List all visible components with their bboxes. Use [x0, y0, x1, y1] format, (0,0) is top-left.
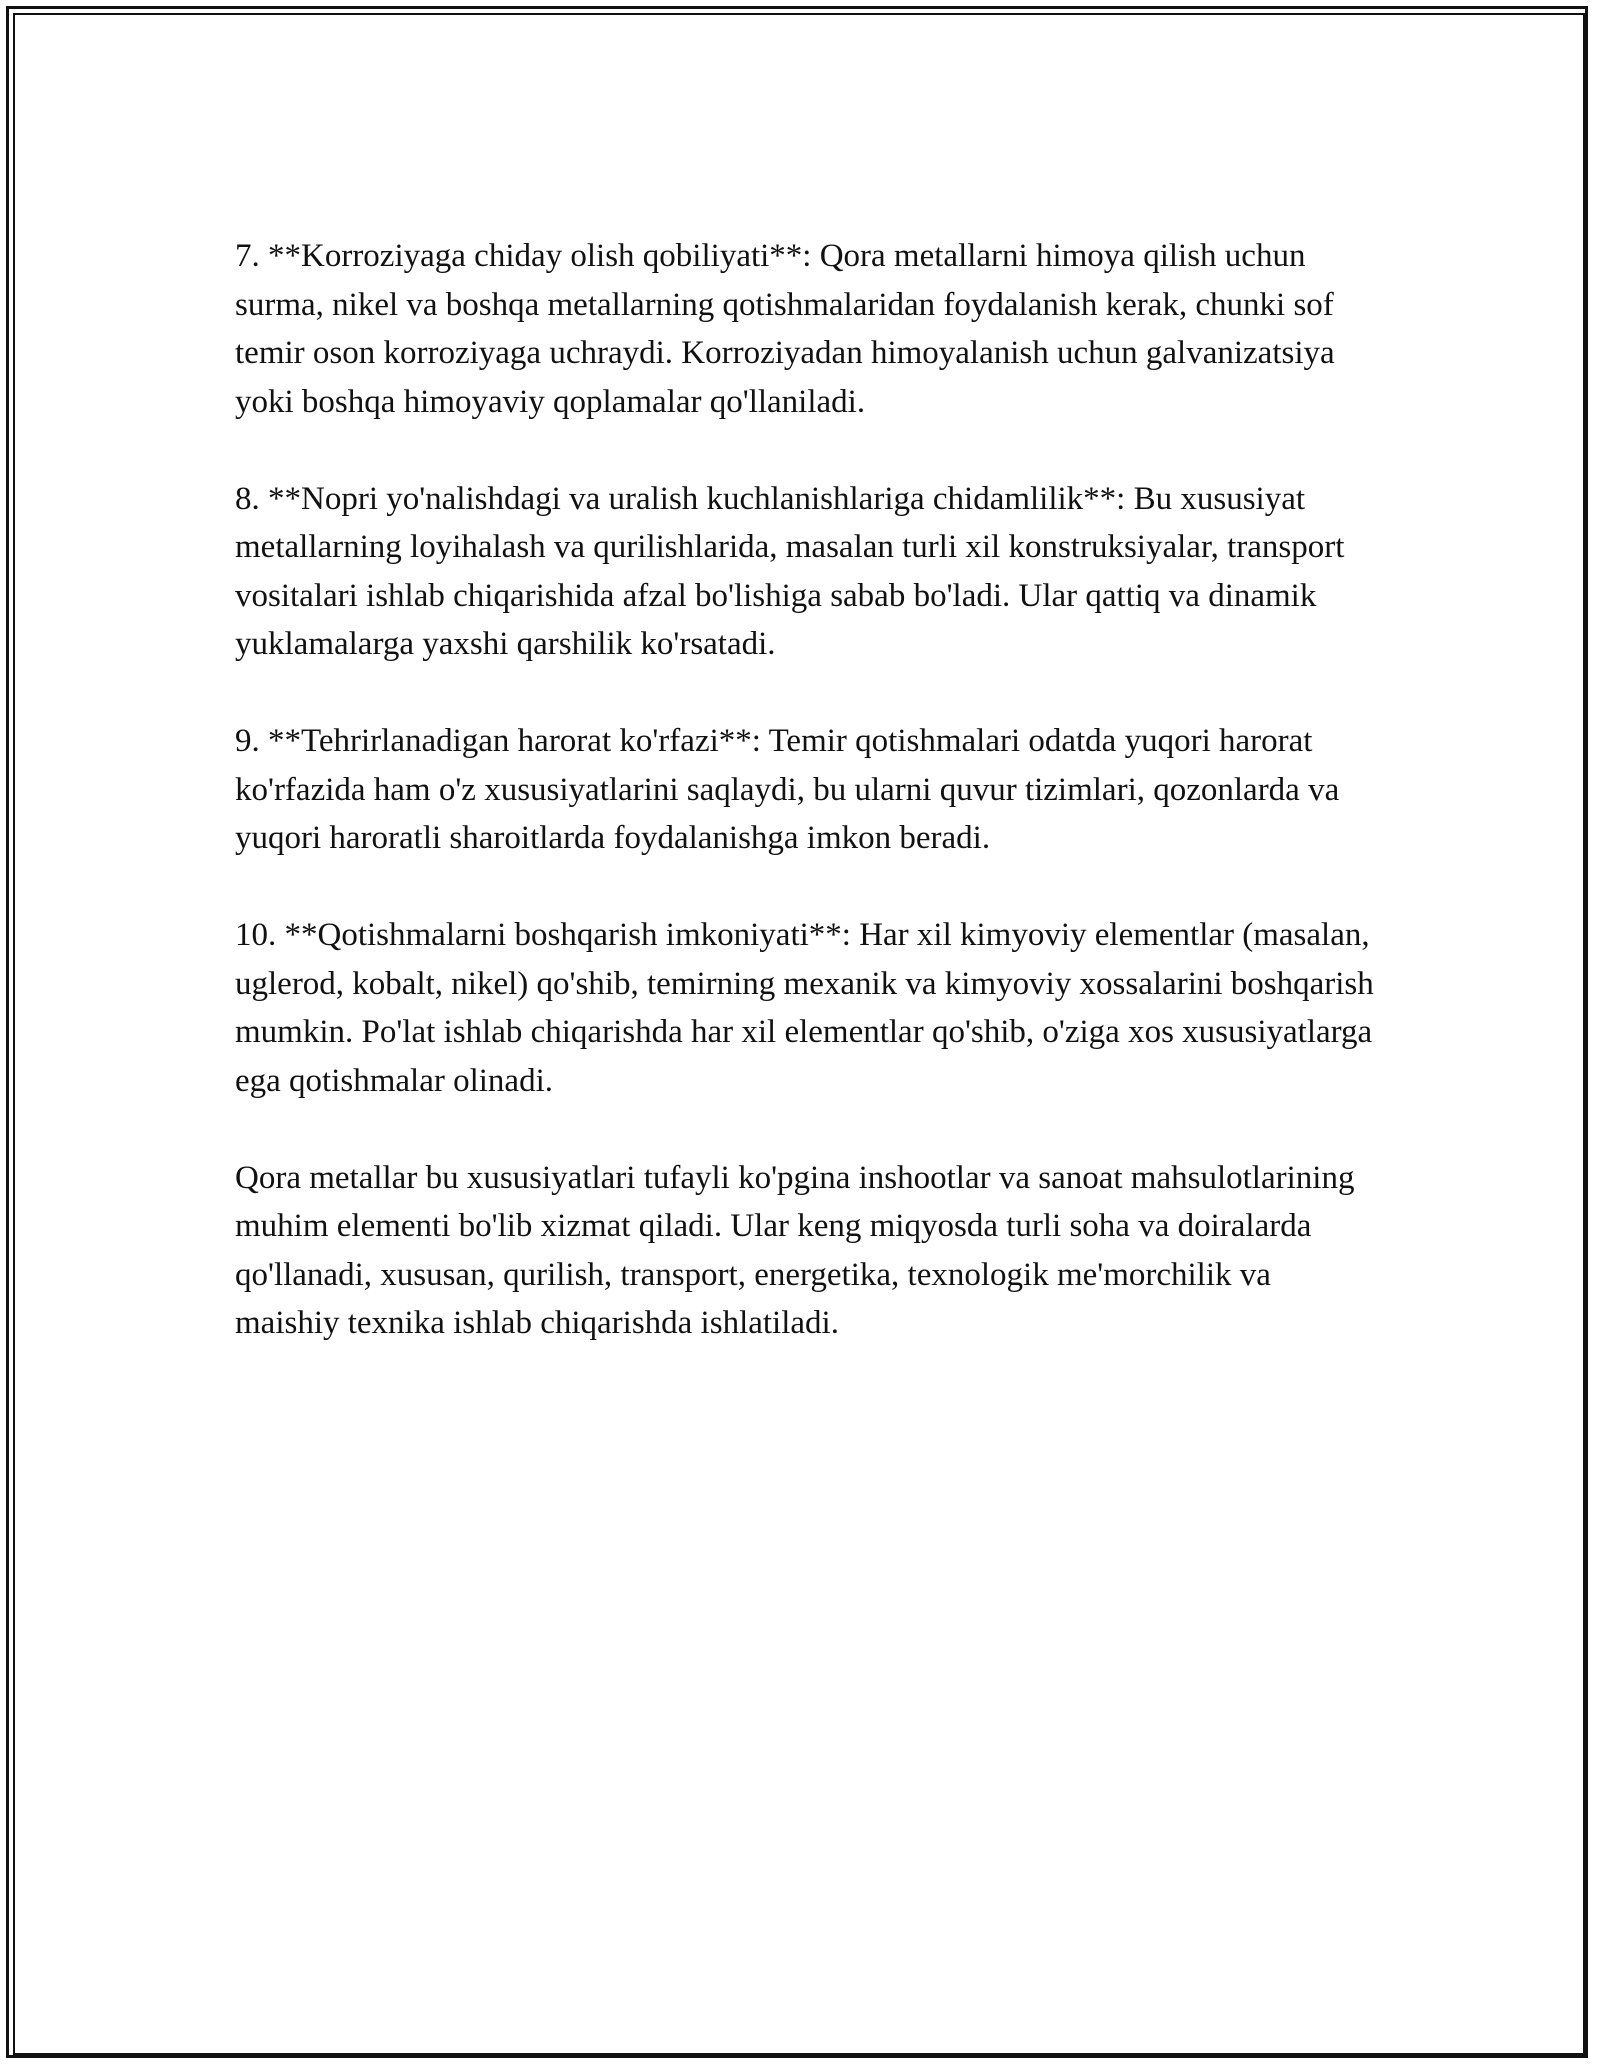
paragraph-stress-resistance: 8. **Nopri yo'nalishdagi va uralish kuchlanishlariga chidamlilik**: Bu xususiyat metallarning loyihalash va qurilishlarida, masalan turli xil konstruksiyalar, transport vositalari ishlab chiqarishida afzal bo'lishiga sabab bo'ladi. Ular qattiq va dinamik yuklamalarga yaxshi qarshilik ko'rsatadi.: [235, 480, 1345, 662]
paragraph-alloy-control: 10. **Qotishmalarni boshqarish imkoniyati**: Har xil kimyoviy elementlar (masalan, uglerod, kobalt, nikel) qo'shib, temirning mexanik va kimyoviy xossalarini boshqarish mumkin. Po'lat ishlab chiqarishda har xil elementlar qo'shib, o'ziga xos xususiyatlarga ega qotishmalar olinadi.: [235, 917, 1374, 1099]
document-body: [235, 232, 1375, 1396]
paragraph-conclusion: Qora metallar bu xususiyatlari tufayli ko'pgina inshootlar va sanoat mahsulotlarining muhim elementi bo'lib xizmat qiladi. Ular keng miqyosda turli soha va doiralarda qo'llanadi, xususan, qurilish, transport, energetika, texnologik me'morchilik va maishiy texnika ishlab chiqarishda ishlatiladi.: [235, 1159, 1355, 1341]
paragraph-temperature-range: 9. **Tehrirlanadigan harorat ko'rfazi**: Temir qotishmalari odatda yuqori harorat ko'rfazida ham o'z xususiyatlarini saqlaydi, bu ularni quvur tizimlari, qozonlarda va yuqori haroratli sharoitlarda foydalanishga imkon beradi.: [235, 723, 1340, 856]
paragraph-corrosion-resistance: 7. **Korroziyaga chiday olish qobiliyati**: Qora metallarni himoya qilish uchun surma, nikel va boshqa metallarning qotishmalaridan foydalanish kerak, chunki sof temir oson korroziyaga uchraydi. Korroziyadan himoyalanish uchun galvanizatsiya yoki boshqa himoyaviy qoplamalar qo'llaniladi.: [235, 238, 1335, 420]
